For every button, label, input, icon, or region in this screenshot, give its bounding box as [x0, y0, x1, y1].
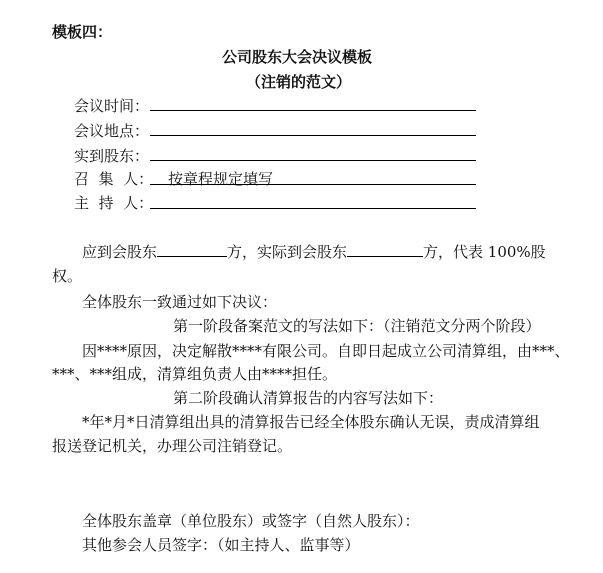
- stage2-heading: 第二阶段确认清算报告的内容写法如下：: [173, 389, 444, 407]
- attendance-line: [82, 241, 546, 262]
- stage1-line2: ***、***组成，清算组负责人由****担任。: [52, 365, 338, 383]
- meeting-time-label: 会议时间：: [74, 97, 150, 115]
- present-shareholders-line[interactable]: [150, 160, 476, 161]
- stage2-line2: 报送登记机关，办理公司注销登记。: [52, 437, 293, 455]
- expected-shareholders-blank[interactable]: [157, 241, 227, 257]
- meeting-place-label: 会议地点：: [74, 122, 150, 140]
- attendance-part1: 应到会股东: [82, 243, 158, 261]
- stage1-line1: 因****原因，决定解散****有限公司。自即日起成立公司清算组，由***、: [82, 342, 570, 360]
- convener-line[interactable]: [150, 184, 476, 185]
- attendance-part3: 方，代表 100%股: [423, 243, 546, 261]
- convener-value: 按章程规定填写: [168, 170, 274, 188]
- document-subtitle: （注销的范文）: [246, 73, 352, 91]
- attendance-part2: 方，实际到会股东: [227, 243, 348, 261]
- meeting-place-line[interactable]: [150, 135, 476, 136]
- other-attendees-signature-line: 其他参会人员签字：（如主持人、监事等）: [82, 536, 360, 554]
- document-title: 公司股东大会决议模板: [222, 48, 373, 66]
- attendance-part4: 权。: [52, 267, 83, 285]
- shareholder-signature-line: 全体股东盖章（单位股东）或签字（自然人股东）：: [82, 512, 420, 530]
- stage2-line1: *年*月*日清算组出具的清算报告已经全体股东确认无误，责成清算组: [82, 413, 540, 431]
- stage1-heading: 第一阶段备案范文的写法如下：（注销范文分两个阶段）: [173, 317, 541, 335]
- actual-shareholders-blank[interactable]: [347, 241, 423, 257]
- present-shareholders-label: 实到股东：: [74, 147, 150, 165]
- host-line[interactable]: [150, 208, 476, 209]
- host-label: 主 持 人：: [74, 194, 154, 212]
- resolution-intro: 全体股东一致通过如下决议：: [82, 293, 278, 311]
- template-label: 模板四：: [52, 23, 113, 41]
- meeting-time-line[interactable]: [150, 110, 476, 111]
- convener-label: 召 集 人：: [74, 170, 154, 188]
